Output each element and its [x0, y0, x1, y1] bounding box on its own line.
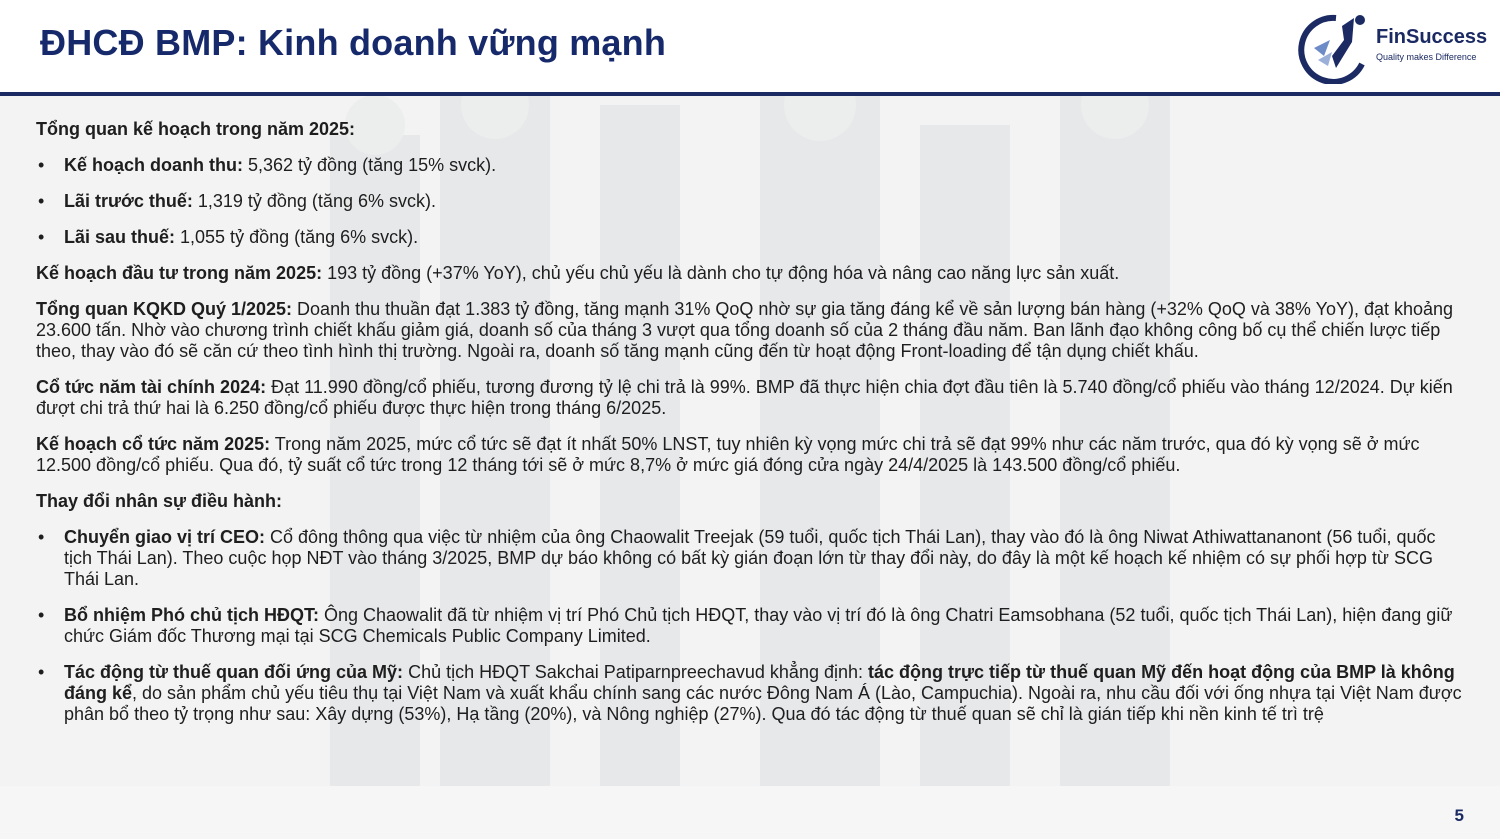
q1-text: Doanh thu thuần đạt 1.383 tỷ đồng, tăng mạnh 31% QoQ nhờ sự gia tăng đáng kể về sản lượng bán hàng (+32% QoQ và 38% YoY), đạt khoảng 23.600 tấn. Nhờ vào chương trình chiết khấu giảm giá, doanh số của tháng 3 vượt qua tổng doanh số của 2 tháng đầu năm. Ban lãnh đạo không công bố cụ thể chiến lược tiếp theo, thay vào đó sẽ căn cứ theo tình hình thị trường. Ngoài ra, doanh số tăng mạnh cũng đến từ hoạt động Front-loading để tận dụng chiết khấu.: [36, 299, 1454, 361]
slide-footer: [0, 786, 1500, 839]
investment-text: 193 tỷ đồng (+37% YoY), chủ yếu chủ yếu là dành cho tự động hóa và nâng cao năng lực sản xuất.: [322, 263, 1120, 283]
list-item: [36, 227, 1468, 248]
personnel-heading: Thay đổi nhân sự điều hành:: [36, 491, 283, 511]
ceo-label: Chuyển giao vị trí CEO:: [64, 527, 266, 547]
tariff-label: Tác động từ thuế quan đối ứng của Mỹ:: [64, 662, 404, 682]
overview-list: [36, 155, 1468, 248]
vice-chair-label: Bổ nhiệm Phó chủ tịch HĐQT:: [64, 605, 319, 625]
list-item: [36, 662, 1468, 725]
tariff-bold-text: tác động trực tiếp từ thuế quan Mỹ đến hoạt động của BMP là không đáng kể: [64, 662, 1455, 703]
list-item: [36, 605, 1468, 647]
overview-heading: Tổng quan kế hoạch trong năm 2025:: [36, 119, 356, 139]
logo-tagline: Quality makes Difference: [1376, 52, 1477, 62]
finsuccess-logo: [1296, 12, 1486, 84]
investment-label: Kế hoạch đầu tư trong năm 2025:: [36, 263, 323, 283]
logo-mark-icon: [1296, 12, 1372, 84]
list-item: [36, 155, 1468, 176]
bullet-label: Lãi sau thuế:: [64, 227, 176, 247]
header-divider: [0, 92, 1500, 96]
page-number: 5: [1454, 806, 1464, 825]
q1-label: Tổng quan KQKD Quý 1/2025:: [36, 299, 293, 319]
slide-title: ĐHCĐ BMP: Kinh doanh vững mạnh: [40, 22, 667, 63]
dividend-2025-paragraph: [36, 434, 1468, 476]
dividend-2024-text: Đạt 11.990 đồng/cổ phiếu, tương đương tỷ lệ chi trả là 99%. BMP đã thực hiện chia đợt đầu tiên là 5.740 đồng/cổ phiếu vào tháng 12/2024. Dự kiến đượt chi trả thứ hai là 6.250 đồng/cổ phiếu được thực hiện trong tháng 6/2025.: [36, 377, 1453, 418]
investment-paragraph: [36, 263, 1468, 284]
tariff-text-2: , do sản phẩm chủ yếu tiêu thụ tại Việt Nam và xuất khẩu chính sang các nước Đông Nam Á (Lào, Campuchia). Ngoài ra, nhu cầu đối với ống nhựa tại Việt Nam được phân bổ theo tỷ trọng như sau: Xây dựng (53%), Hạ tầng (20%), và Nông nghiệp (27%). Qua đó tác động từ thuế quan sẽ chỉ là gián tiếp khi nền kinh tế trì trệ: [64, 683, 1462, 724]
slide-header: [0, 0, 1500, 92]
dividend-2025-text: Trong năm 2025, mức cổ tức sẽ đạt ít nhất 50% LNST, tuy nhiên kỳ vọng mức chi trả sẽ đạt 99% như các năm trước, qua đó kỳ vọng sẽ ở mức 12.500 đồng/cổ phiếu. Qua đó, tỷ suất cổ tức trong 12 tháng tới sẽ ở mức 8,7% ở mức giá đóng cửa ngày 24/4/2025 là 143.500 đồng/cổ phiếu.: [36, 434, 1420, 475]
bullet-text: 1,319 tỷ đồng (tăng 6% svck).: [192, 191, 436, 211]
logo-name: FinSuccess: [1376, 26, 1488, 48]
list-item: [36, 527, 1468, 590]
dividend-2025-label: Kế hoạch cổ tức năm 2025:: [36, 434, 271, 454]
bullet-label: Lãi trước thuế:: [64, 191, 193, 211]
bullet-text: 5,362 tỷ đồng (tăng 15% svck).: [243, 155, 497, 175]
personnel-list: [36, 527, 1468, 725]
dividend-2024-label: Cổ tức năm tài chính 2024:: [36, 377, 267, 397]
dividend-2024-paragraph: [36, 377, 1468, 419]
ceo-text: Cổ đông thông qua việc từ nhiệm của ông Chaowalit Treejak (59 tuổi, quốc tịch Thái Lan), thay vào đó là ông Niwat Athiwattananont (56 tuổi, quốc tịch Thái Lan). Theo cuộc họp NĐT vào tháng 3/2025, BMP dự báo không có bất kỳ gián đoạn lớn từ thay đổi này, do đây là một kế hoạch kế nhiệm có sự phối hợp từ SCG Thái Lan.: [64, 527, 1436, 589]
list-item: [36, 191, 1468, 212]
slide-content: [36, 119, 1468, 740]
bullet-label: Kế hoạch doanh thu:: [64, 155, 243, 175]
vice-chair-text: Ông Chaowalit đã từ nhiệm vị trí Phó Chủ tịch HĐQT, thay vào vị trí đó là ông Chatri Eamsobhana (52 tuổi, quốc tịch Thái Lan), hiện đang giữ chức Giám đốc Thương mại tại SCG Chemicals Public Company Limited.: [64, 605, 1453, 646]
q1-paragraph: [36, 299, 1468, 362]
tariff-text-1: Chủ tịch HĐQT Sakchai Patiparnpreechavud khẳng định:: [403, 662, 868, 682]
bullet-text: 1,055 tỷ đồng (tăng 6% svck).: [175, 227, 419, 247]
